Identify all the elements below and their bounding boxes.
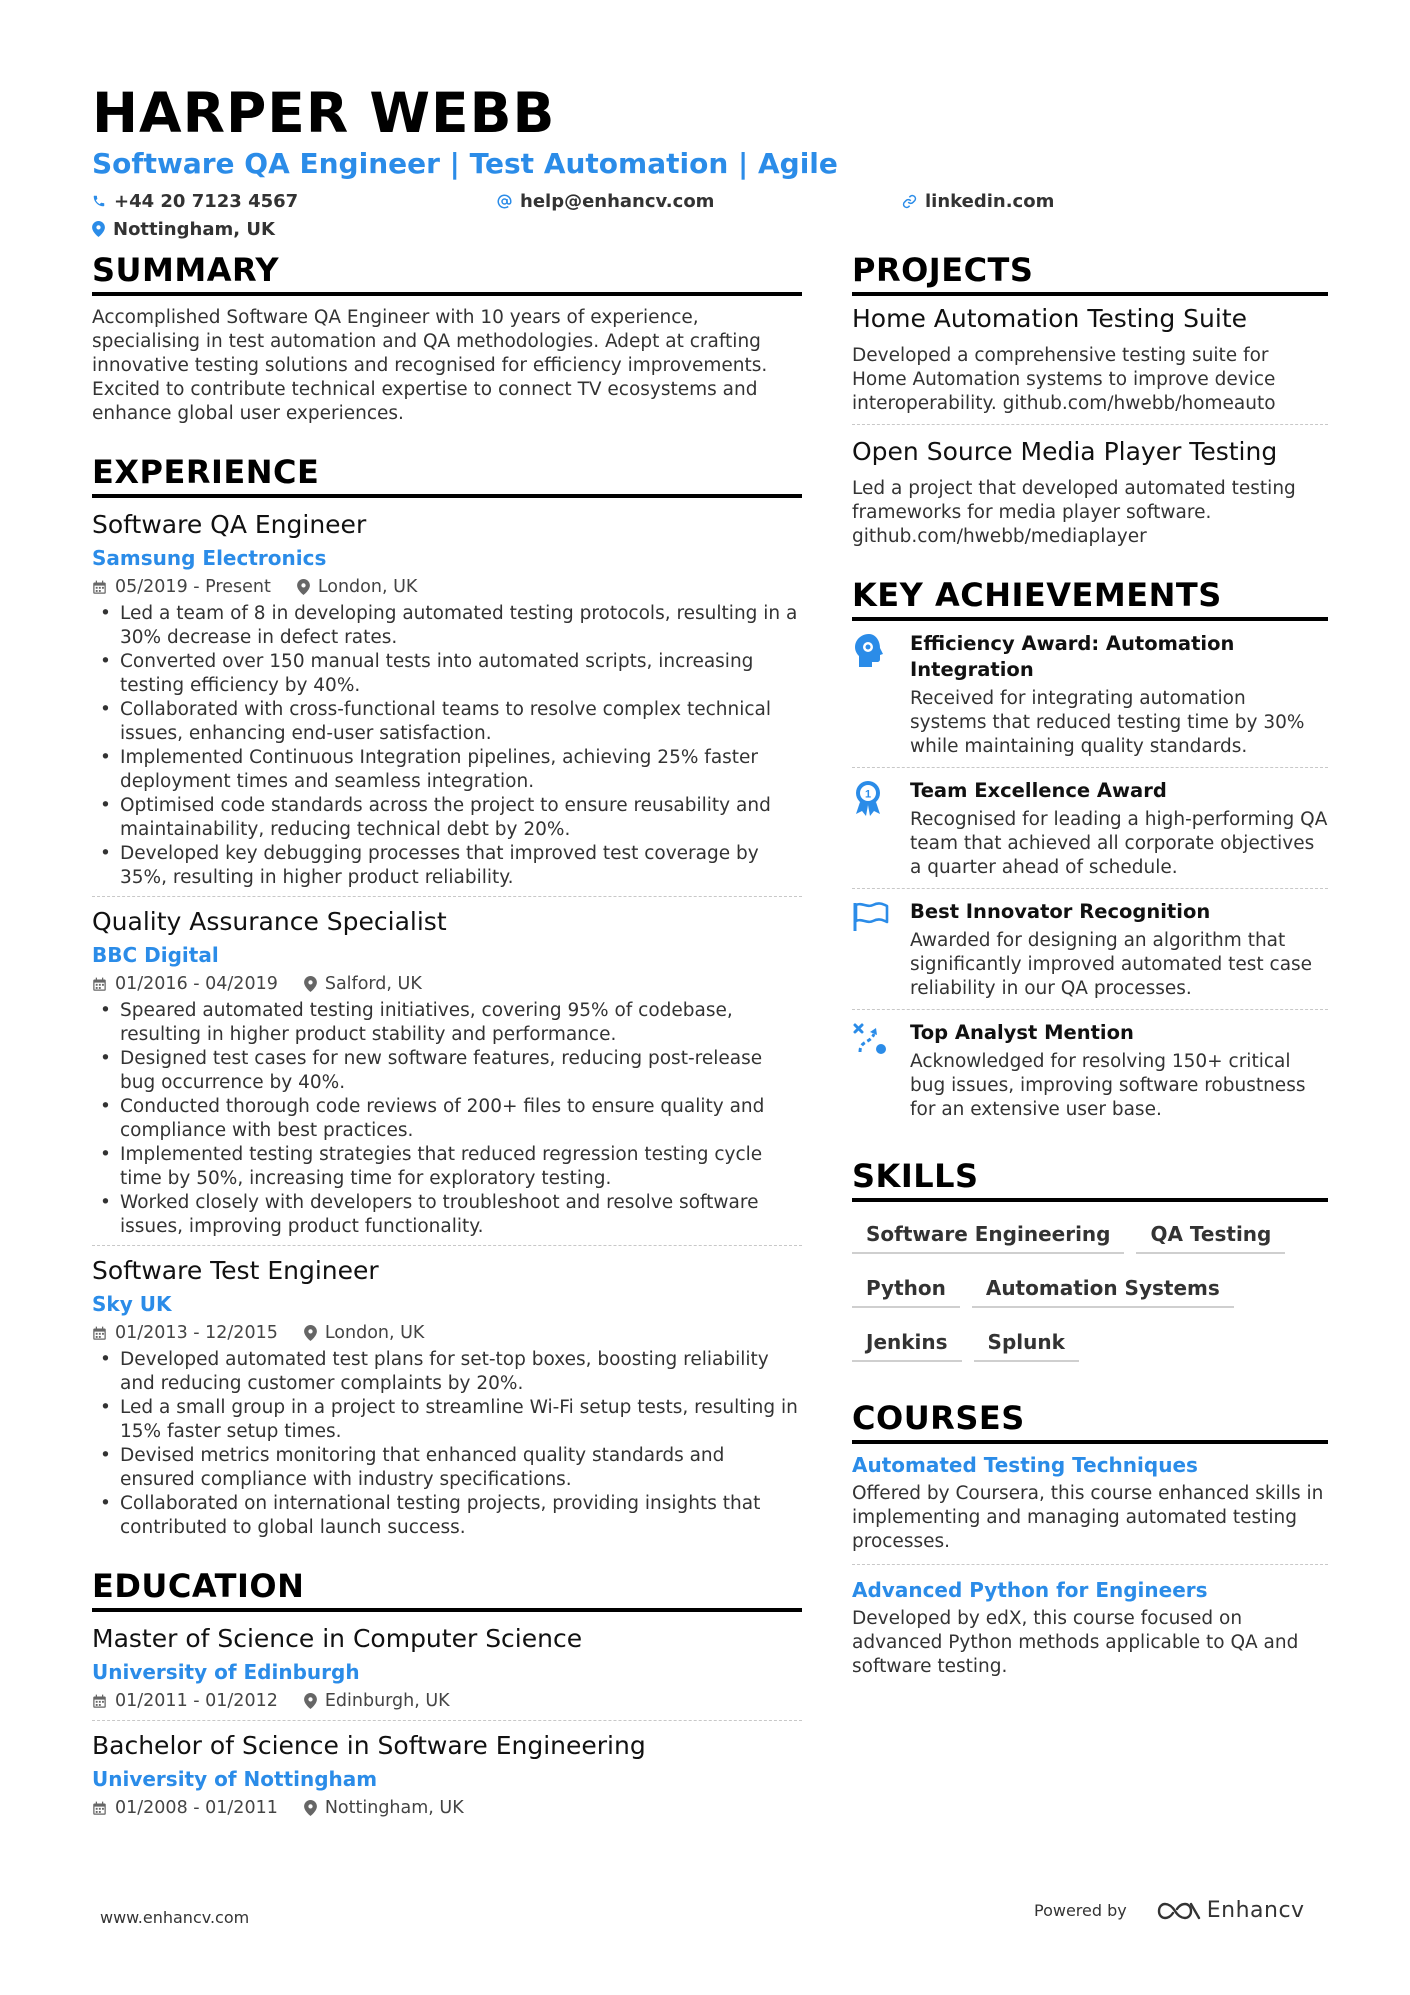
bullet-item: • Collaborated with cross-functional teams to resolve complex technical issues, enhancing end-user satisfaction.: [92, 698, 802, 746]
project-item: [852, 296, 1328, 416]
contact-email[interactable]: [497, 191, 902, 212]
calendar-icon: [92, 1326, 107, 1341]
achievement-title: Team Excellence Award: [910, 779, 1167, 802]
project-title: Open Source Media Player Testing: [852, 437, 1278, 466]
enhancv-logo[interactable]: [1157, 1898, 1305, 1923]
location-text: Nottingham, UK: [113, 218, 275, 240]
course-item: [852, 1564, 1328, 1679]
project-desc: Developed a comprehensive testing suite for Home Automation systems to improve device interoperability. github.com/hwebb/homeauto: [852, 345, 1276, 414]
right-column: [852, 250, 1328, 1679]
education-title: EDUCATION: [92, 1566, 802, 1612]
bullet-item: • Worked closely with developers to troubleshoot and resolve software issues, improving product functionality.: [92, 1191, 802, 1239]
achievement-body: [910, 631, 1328, 759]
job-title: Software QA Engineer: [92, 510, 367, 539]
bullet-item: • Converted over 150 manual tests into automated scripts, increasing testing efficiency by 40%.: [92, 650, 802, 698]
projects-section: [852, 250, 1328, 549]
location-text: London, UK: [324, 1323, 425, 1343]
job-location: [304, 971, 422, 997]
at-sign-icon: [497, 194, 512, 209]
achievement-icon-wrap: [852, 631, 910, 759]
course-title: Automated Testing Techniques: [852, 1453, 1198, 1477]
company-name: Samsung Electronics: [92, 546, 327, 570]
location-text: London, UK: [317, 577, 418, 597]
job-location: [297, 574, 418, 600]
skills-section: [852, 1156, 1328, 1372]
achievement-desc: Recognised for leading a high-performing QA team that achieved all corporate objectives a quarter ahead of schedule.: [910, 809, 1328, 878]
job-dates: [92, 1320, 278, 1346]
experience-title: EXPERIENCE: [92, 452, 802, 498]
job-meta: [92, 1320, 802, 1346]
phone-text: +44 20 7123 4567: [114, 190, 299, 212]
course-title: Advanced Python for Engineers: [852, 1578, 1208, 1602]
bullet-item: • Developed key debugging processes that improved test coverage by 35%, resulting in higher product reliability.: [92, 842, 802, 890]
education-dates: [92, 1688, 278, 1714]
dates-text: 01/2011 - 01/2012: [115, 1691, 278, 1711]
experience-section: [92, 452, 802, 1540]
contact-phone: [92, 191, 497, 212]
resume-header: [92, 82, 1332, 242]
skills-list: [852, 1210, 1328, 1372]
summary-title: SUMMARY: [92, 250, 802, 296]
company-name: BBC Digital: [92, 943, 219, 967]
location-pin-icon: [304, 1325, 317, 1341]
achievement-item: [852, 767, 1328, 888]
strategy-icon: [852, 1022, 888, 1056]
left-column: [92, 250, 802, 1821]
skill-tag: Jenkins: [852, 1318, 962, 1362]
dates-text: 05/2019 - Present: [115, 577, 271, 597]
achievements-section: [852, 575, 1328, 1130]
calendar-icon: [92, 1694, 107, 1709]
achievement-title: Best Innovator Recognition: [910, 900, 1211, 923]
award-ribbon-icon: [852, 780, 884, 816]
school-name: University of Nottingham: [92, 1767, 378, 1791]
svg-text:1: 1: [864, 788, 872, 801]
summary-section: [92, 250, 802, 426]
course-item: [852, 1444, 1328, 1554]
achievement-body: [910, 1020, 1328, 1122]
headline: Software QA Engineer | Test Automation | Agile: [92, 147, 838, 180]
location-text: Nottingham, UK: [324, 1798, 464, 1818]
education-item: [92, 1720, 802, 1821]
bullet-item: • Conducted thorough code reviews of 200+ files to ensure quality and compliance with best practices.: [92, 1095, 802, 1143]
location-pin-icon: [304, 1693, 317, 1709]
calendar-icon: [92, 977, 107, 992]
bullet-item: • Collaborated on international testing projects, providing insights that contributed to global launch success.: [92, 1492, 802, 1540]
job-bullets: [92, 999, 802, 1239]
skill-tag: Splunk: [974, 1318, 1079, 1362]
achievement-item: [852, 888, 1328, 1009]
contact-row-2: [92, 216, 1332, 242]
degree-title: Master of Science in Computer Science: [92, 1624, 583, 1653]
contact-linkedin[interactable]: [902, 191, 1054, 212]
courses-title: COURSES: [852, 1398, 1328, 1444]
candidate-name: HARPER WEBB: [92, 81, 556, 145]
flag-icon: [852, 901, 890, 933]
achievement-icon-wrap: [852, 778, 910, 880]
bullet-item: • Led a team of 8 in developing automated testing protocols, resulting in a 30% decrease in defect rates.: [92, 602, 802, 650]
achievement-icon-wrap: [852, 1020, 910, 1122]
footer-website[interactable]: www.enhancv.com: [100, 1908, 250, 1927]
bullet-item: • Devised metrics monitoring that enhanced quality standards and ensured compliance with industry specifications.: [92, 1444, 802, 1492]
achievement-icon-wrap: [852, 899, 910, 1001]
contact-row: [92, 188, 1332, 214]
job-bullets: [92, 1348, 802, 1540]
skill-tag: Automation Systems: [972, 1264, 1234, 1308]
head-gear-icon: [852, 633, 886, 669]
job-meta: [92, 574, 802, 600]
experience-item: [92, 896, 802, 1239]
skill-tag: Python: [852, 1264, 960, 1308]
course-desc: Offered by Coursera, this course enhanced skills in implementing and managing automated testing processes.: [852, 1483, 1324, 1552]
education-meta: [92, 1688, 802, 1714]
experience-item: [92, 508, 802, 890]
email-text: help@enhancv.com: [520, 190, 715, 212]
school-name: University of Edinburgh: [92, 1660, 360, 1684]
achievement-title: Top Analyst Mention: [910, 1021, 1134, 1044]
projects-title: PROJECTS: [852, 250, 1328, 296]
job-location: [304, 1320, 425, 1346]
achievements-title: KEY ACHIEVEMENTS: [852, 575, 1328, 621]
bullet-item: • Speared automated testing initiatives, covering 95% of codebase, resulting in higher product stability and performance.: [92, 999, 802, 1047]
phone-icon: [92, 194, 106, 208]
achievement-item: [852, 621, 1328, 767]
achievement-desc: Acknowledged for resolving 150+ critical bug issues, improving software robustness for an extensive user base.: [910, 1051, 1306, 1120]
location-pin-icon: [304, 1800, 317, 1816]
calendar-icon: [92, 1801, 107, 1816]
achievement-body: [910, 778, 1328, 880]
location-text: Edinburgh, UK: [324, 1691, 450, 1711]
job-title: Software Test Engineer: [92, 1256, 379, 1285]
achievement-desc: Awarded for designing an algorithm that significantly improved automated test case reliability in our QA processes.: [910, 930, 1313, 999]
skill-tag: QA Testing: [1136, 1210, 1285, 1254]
dates-text: 01/2013 - 12/2015: [115, 1323, 278, 1343]
footer-branding: [1034, 1898, 1305, 1923]
powered-by-text: Powered by: [1034, 1901, 1127, 1920]
experience-item: [92, 1245, 802, 1540]
contact-location: [92, 219, 275, 240]
dates-text: 01/2016 - 04/2019: [115, 974, 278, 994]
skills-title: SKILLS: [852, 1156, 1328, 1202]
bullet-item: • Led a small group in a project to streamline Wi-Fi setup tests, resulting in 15% faster setup times.: [92, 1396, 802, 1444]
brand-text: Enhancv: [1206, 1898, 1305, 1923]
education-location: [304, 1688, 450, 1714]
job-title: Quality Assurance Specialist: [92, 907, 447, 936]
project-title: Home Automation Testing Suite: [852, 304, 1248, 333]
achievement-title: Efficiency Award: Automation Integration: [910, 632, 1235, 681]
enhancv-logo-icon: [1157, 1900, 1201, 1922]
achievement-item: [852, 1009, 1328, 1130]
bullet-item: • Implemented testing strategies that reduced regression testing cycle time by 50%, increasing time for exploratory testing.: [92, 1143, 802, 1191]
location-text: Salford, UK: [324, 974, 422, 994]
achievement-desc: Received for integrating automation systems that reduced testing time by 30% while maintaining quality standards.: [910, 688, 1305, 757]
achievement-body: [910, 899, 1328, 1001]
calendar-icon: [92, 580, 107, 595]
bullet-item: • Developed automated test plans for set-top boxes, boosting reliability and reducing customer complaints by 20%.: [92, 1348, 802, 1396]
education-dates: [92, 1795, 278, 1821]
education-meta: [92, 1795, 802, 1821]
education-location: [304, 1795, 464, 1821]
job-bullets: [92, 602, 802, 890]
job-dates: [92, 971, 278, 997]
job-meta: [92, 971, 802, 997]
project-desc: Led a project that developed automated testing frameworks for media player software. github.com/hwebb/mediaplayer: [852, 478, 1296, 547]
courses-section: [852, 1398, 1328, 1679]
education-section: [92, 1566, 802, 1821]
job-dates: [92, 574, 271, 600]
bullet-item: • Implemented Continuous Integration pipelines, achieving 25% faster deployment times and seamless integration.: [92, 746, 802, 794]
course-desc: Developed by edX, this course focused on advanced Python methods applicable to QA and software testing.: [852, 1608, 1299, 1677]
location-pin-icon: [92, 221, 105, 237]
location-pin-icon: [304, 976, 317, 992]
project-item: [852, 424, 1328, 549]
linkedin-text: linkedin.com: [925, 190, 1055, 212]
link-icon: [902, 194, 917, 209]
summary-text: Accomplished Software QA Engineer with 10 years of experience, specialising in test automation and QA methodologies. Adept at crafting innovative testing solutions and recognised for efficiency improvements. Excited to contribute technical expertise to connect TV ecosystems and enhance global user experiences.: [92, 307, 768, 424]
bullet-item: • Designed test cases for new software features, reducing post-release bug occurrence by 40%.: [92, 1047, 802, 1095]
dates-text: 01/2008 - 01/2011: [115, 1798, 278, 1818]
location-pin-icon: [297, 579, 310, 595]
degree-title: Bachelor of Science in Software Engineering: [92, 1731, 646, 1760]
skill-tag: Software Engineering: [852, 1210, 1124, 1254]
education-item: [92, 1622, 802, 1714]
bullet-item: • Optimised code standards across the project to ensure reusability and maintainability, reducing technical debt by 20%.: [92, 794, 802, 842]
company-name: Sky UK: [92, 1292, 172, 1316]
